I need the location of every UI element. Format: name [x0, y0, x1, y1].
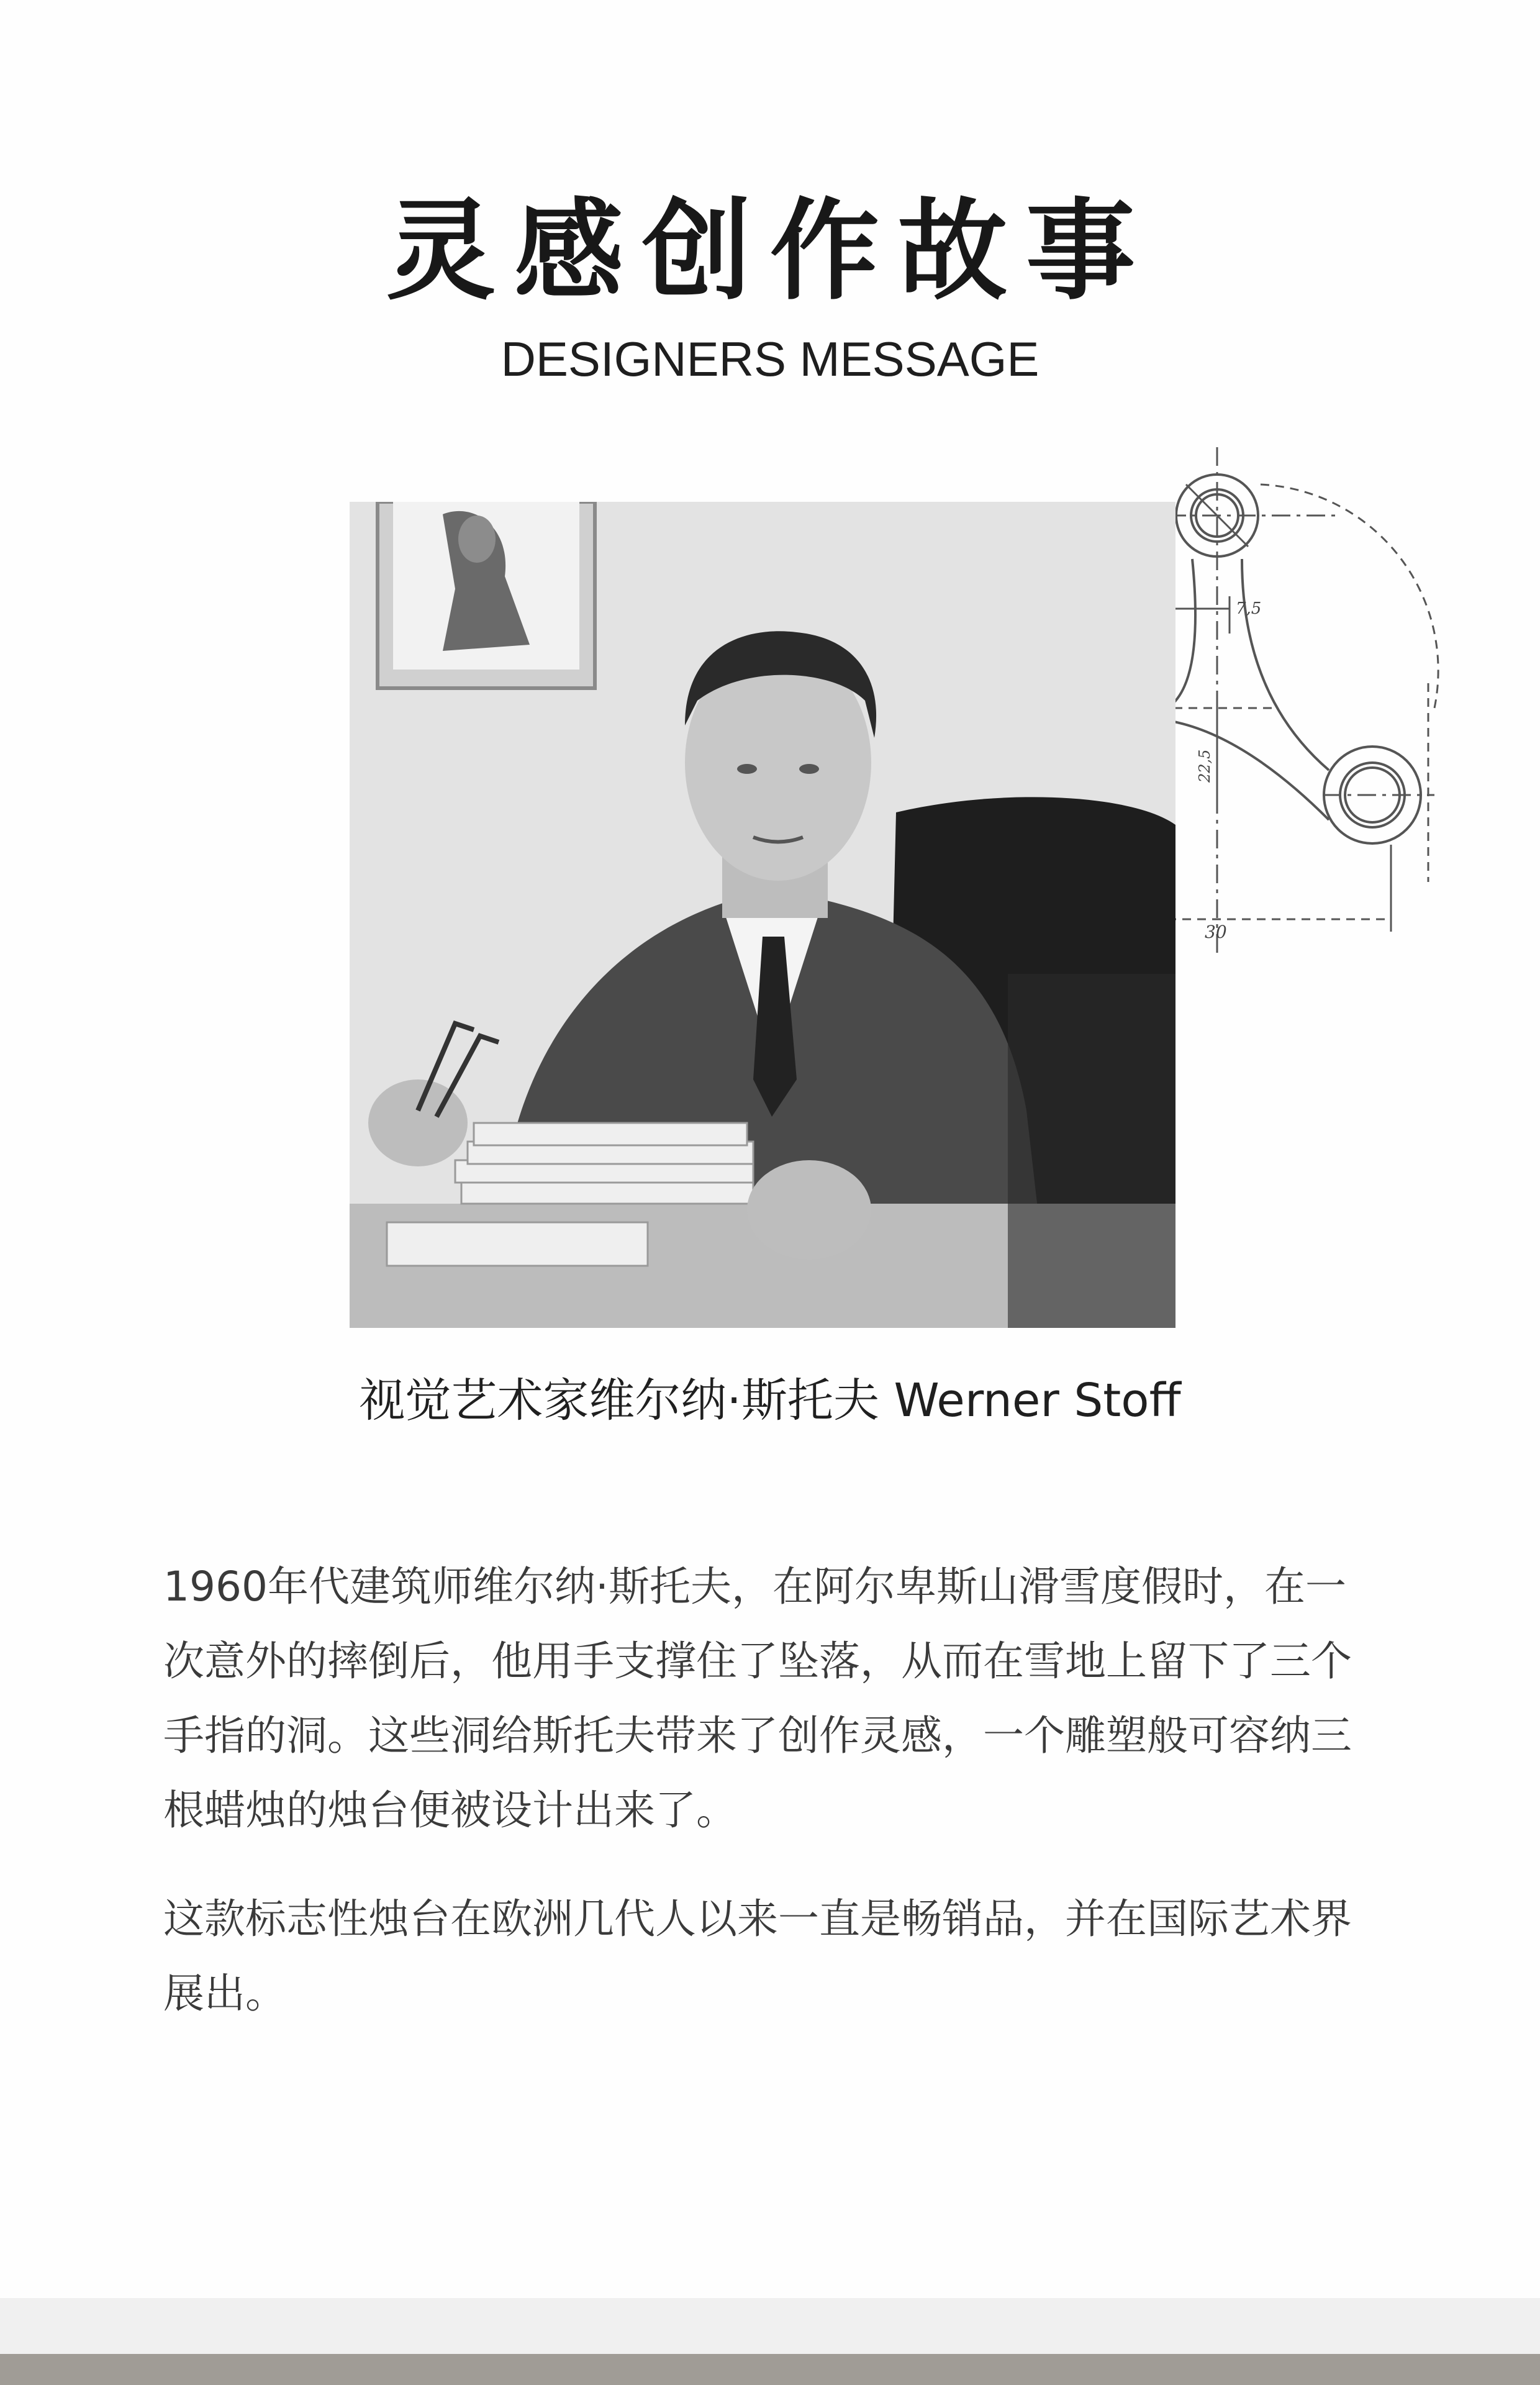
story-paragraph-1: 1960年代建筑师维尔纳·斯托夫，在阿尔卑斯山滑雪度假时，在一次意外的摔倒后，他用手支撑住了坠落，从而在雪地上留下了三个手指的洞。这些洞给斯托夫带来了创作灵感，一个雕塑般可容纳三根蜡烛的烛台便被设计出来了。	[163, 1563, 1352, 1834]
page-title: 灵感创作故事	[386, 188, 1154, 315]
sketch-dimension-2: 22,5	[1196, 749, 1213, 783]
sketch-dimension-1: 7,5	[1236, 599, 1262, 618]
page-subtitle: DESIGNERS MESSAGE	[500, 332, 1040, 386]
candleholder-technical-sketch	[1167, 447, 1459, 956]
photo-caption: 视觉艺术家维尔纳·斯托夫 Werner Stoff	[359, 1374, 1181, 1427]
story-paragraph-2: 这款标志性烛台在欧洲几代人以来一直是畅销品，并在国际艺术界展出。	[163, 1895, 1352, 2017]
designer-portrait-photo	[350, 502, 1175, 1328]
bottom-divider-light	[0, 2298, 1540, 2354]
sketch-dimension-3: 30	[1205, 922, 1227, 942]
bottom-divider-dark	[0, 2354, 1540, 2385]
